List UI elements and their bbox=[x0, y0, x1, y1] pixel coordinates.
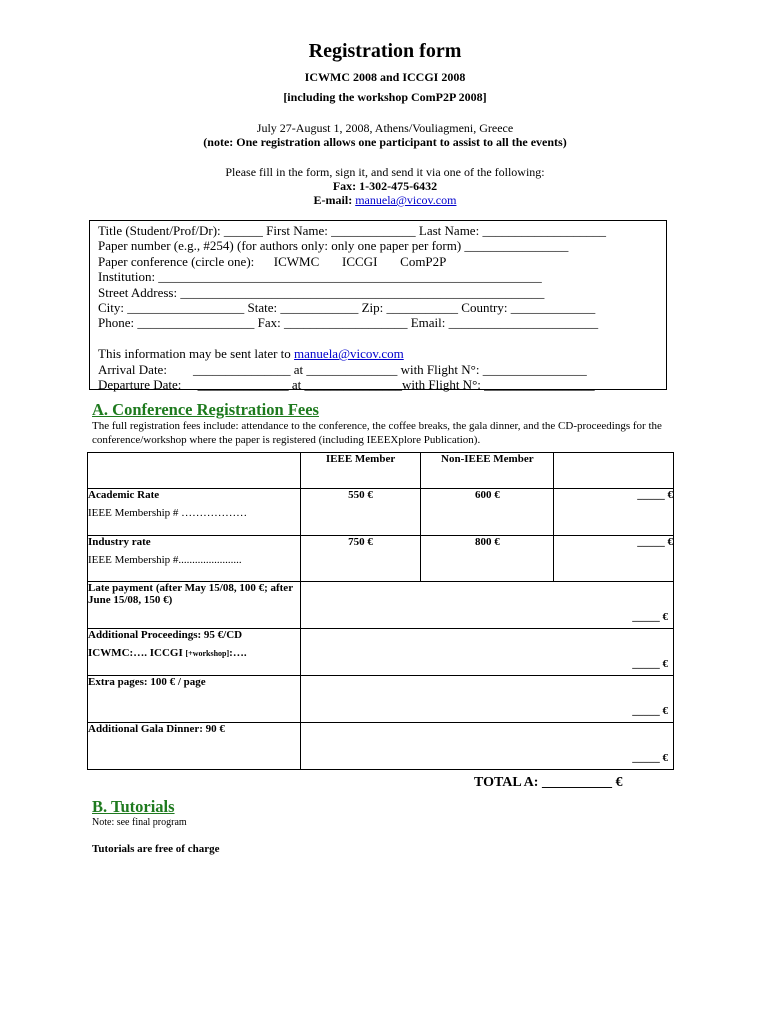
table-row bbox=[88, 629, 674, 676]
proceedings-cell bbox=[88, 629, 301, 676]
gala-dinner-label: Additional Gala Dinner: 90 € bbox=[88, 723, 301, 770]
table-row bbox=[88, 676, 674, 723]
academic-rate-cell bbox=[88, 489, 301, 536]
phone-line[interactable]: Phone: __________________ Fax: ___________________ Email: _______________________ bbox=[98, 315, 599, 331]
table-row bbox=[88, 582, 674, 629]
proceedings-label: Additional Proceedings: 95 €/CD bbox=[88, 629, 243, 641]
col-non-ieee-member: Non-IEEE Member bbox=[421, 453, 554, 489]
table-row bbox=[88, 723, 674, 770]
later-text: This information may be sent later to bbox=[98, 346, 295, 362]
paper-number-line[interactable]: Paper number (e.g., #254) (for authors only: only one paper per form) ________________ bbox=[98, 238, 569, 254]
institution-line[interactable]: Institution: ___________________________________________________________ bbox=[98, 269, 542, 285]
academic-rate-label: Academic Rate bbox=[88, 489, 160, 501]
table-header-row bbox=[88, 453, 674, 489]
academic-total-field[interactable]: _____ € bbox=[554, 489, 674, 536]
page-title: Registration form bbox=[308, 40, 462, 62]
header-total-cell bbox=[554, 453, 674, 489]
later-email-link[interactable]: manuela@vicov.com bbox=[294, 346, 404, 362]
arrival-line[interactable]: Arrival Date: _______________ at ______________ with Flight N°: ________________ bbox=[98, 361, 587, 377]
email-line bbox=[0, 193, 770, 208]
late-payment-total-field[interactable]: _____ € bbox=[632, 611, 668, 623]
extra-pages-label: Extra pages: 100 € / page bbox=[88, 676, 301, 723]
header-empty-cell bbox=[88, 453, 301, 489]
gala-dinner-total-field[interactable]: _____ € bbox=[632, 752, 668, 764]
gala-dinner-total-cell bbox=[300, 723, 673, 770]
later-info-line bbox=[98, 346, 658, 361]
extra-pages-total-field[interactable]: _____ € bbox=[632, 705, 668, 717]
total-a[interactable]: TOTAL A: __________ € bbox=[474, 775, 623, 790]
conference-names: ICWMC 2008 and ICCGI 2008 bbox=[304, 70, 466, 84]
tutorials-free: Tutorials are free of charge bbox=[92, 843, 220, 855]
name-line[interactable]: Title (Student/Prof/Dr): ______ First Name: _____________ Last Name: ___________________ bbox=[98, 223, 606, 238]
paper-conference-line[interactable]: Paper conference (circle one): ICWMC ICCGI ComP2P bbox=[98, 253, 447, 269]
late-payment-total-cell bbox=[300, 582, 673, 629]
industry-total-field[interactable]: _____ € bbox=[554, 536, 674, 582]
industry-rate-label: Industry rate bbox=[88, 536, 151, 548]
spacer bbox=[98, 331, 658, 346]
industry-rate-cell bbox=[88, 536, 301, 582]
street-line[interactable]: Street Address: ________________________________________________________ bbox=[98, 284, 545, 300]
fees-table bbox=[87, 452, 674, 770]
email-label: E-mail: bbox=[313, 193, 356, 207]
fax-number: Fax: 1-302-475-6432 bbox=[332, 179, 438, 193]
city-line[interactable]: City: __________________ State: ____________ Zip: ___________ Country: _____________ bbox=[98, 299, 596, 315]
proceedings-fields[interactable]: ICWMC:…. ICCGI [+workshop]:…. bbox=[88, 647, 247, 659]
industry-ieee-price: 750 € bbox=[300, 536, 421, 582]
tutorials-note: Note: see final program bbox=[92, 817, 187, 828]
academic-membership-field[interactable]: IEEE Membership # ……………… bbox=[88, 507, 248, 519]
academic-ieee-price: 550 € bbox=[300, 489, 421, 536]
table-row bbox=[88, 489, 674, 536]
late-payment-label: Late payment (after May 15/08, 100 €; after June 15/08, 150 €) bbox=[88, 582, 301, 629]
fees-description: The full registration fees include: attendance to the conference, the coffee breaks, the gala dinner, and the CD-proceedings for the conference/workshop where the paper is registered (including IEEEXplore Publication). bbox=[92, 420, 662, 446]
section-b-heading: B. Tutorials bbox=[92, 797, 175, 816]
industry-membership-field[interactable]: IEEE Membership #....................... bbox=[88, 554, 242, 566]
workshop-note: [including the workshop ComP2P 2008] bbox=[283, 90, 487, 104]
table-row bbox=[88, 536, 674, 582]
instructions: Please fill in the form, sign it, and send it via one of the following: bbox=[225, 165, 545, 179]
section-a-heading: A. Conference Registration Fees bbox=[92, 400, 319, 419]
proceedings-total-field[interactable]: _____ € bbox=[632, 658, 668, 670]
proceedings-total-cell bbox=[300, 629, 673, 676]
participant-info-box bbox=[89, 220, 667, 390]
extra-pages-total-cell bbox=[300, 676, 673, 723]
email-link[interactable]: manuela@vicov.com bbox=[355, 193, 457, 207]
academic-nonieee-price: 600 € bbox=[421, 489, 554, 536]
departure-line[interactable]: Departure Date: ______________ at _______________with Flight N°: _________________ bbox=[98, 376, 595, 392]
date-place: July 27-August 1, 2008, Athens/Vouliagmeni, Greece bbox=[256, 121, 514, 135]
col-ieee-member: IEEE Member bbox=[300, 453, 421, 489]
industry-nonieee-price: 800 € bbox=[421, 536, 554, 582]
registration-note: (note: One registration allows one participant to assist to all the events) bbox=[203, 135, 567, 149]
